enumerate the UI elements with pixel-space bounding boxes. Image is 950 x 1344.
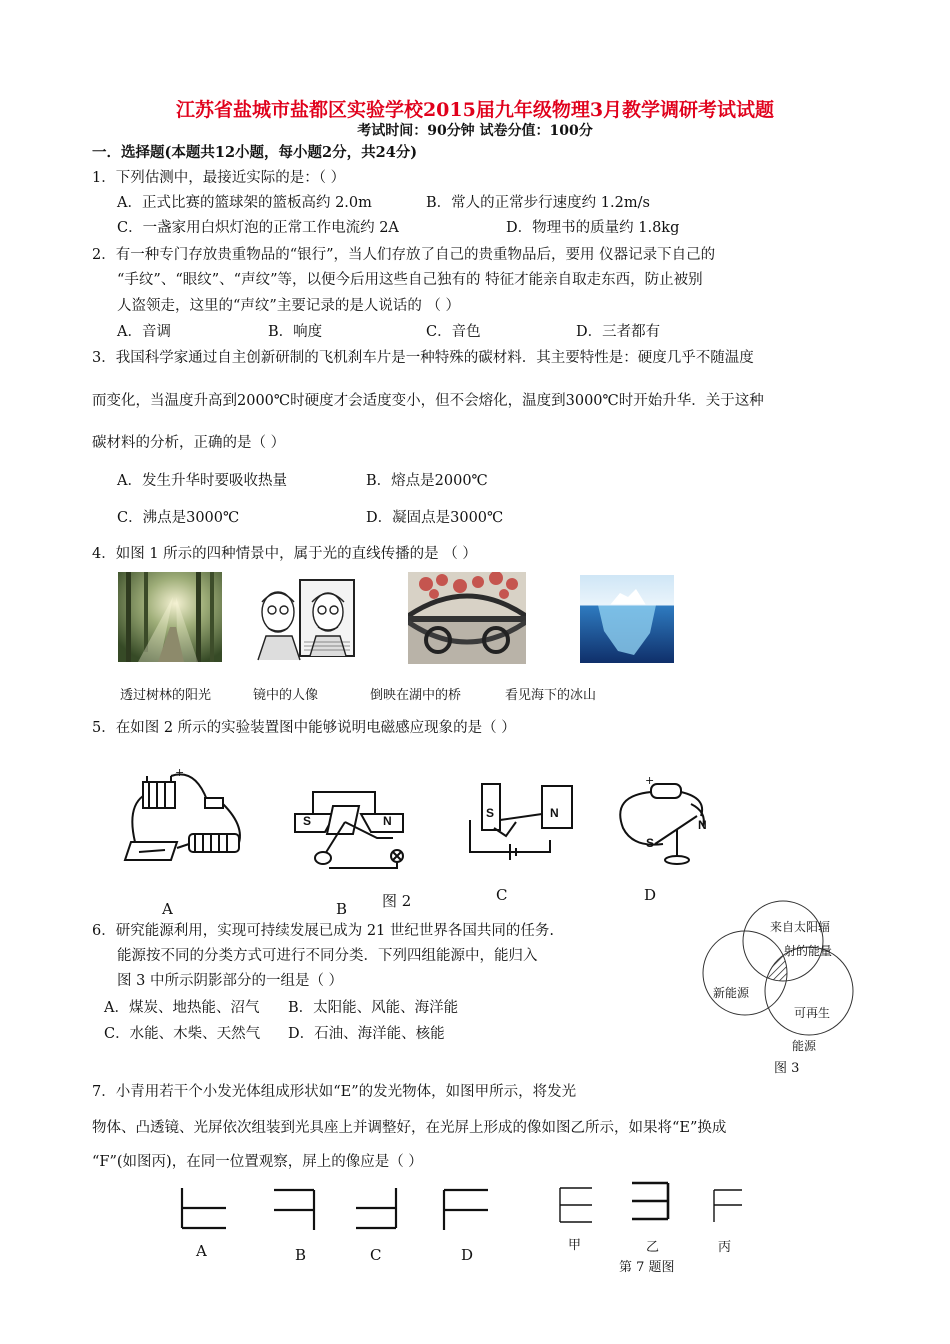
venn-label-solar-1: 来自太阳辐 bbox=[770, 920, 831, 934]
q5-stem: 5．在如图 2 所示的实验装置图中能够说明电磁感应现象的是（ ） bbox=[92, 720, 516, 736]
exam-info: 考试时间：90分钟 试卷分值：100分 bbox=[357, 123, 593, 139]
q5-d-magnet-s: S bbox=[646, 836, 655, 850]
q4-caption-2: 镜中的人像 bbox=[253, 688, 319, 703]
q2-option-d: D．三者都有 bbox=[576, 324, 661, 340]
q7-line3: “F”(如图丙)，在同一位置观察，屏上的像应是（ ） bbox=[92, 1154, 423, 1170]
q6-option-b: B．太阳能、风能、海洋能 bbox=[288, 1000, 459, 1016]
q4-caption-3: 倒映在湖中的桥 bbox=[370, 688, 462, 703]
q6-line2: 能源按不同的分类方式可进行不同分类．下列四组能源中，能归入 bbox=[117, 948, 538, 964]
q6-line1: 6．研究能源利用，实现可持续发展已成为 21 世纪世界各国共同的任务. bbox=[92, 923, 555, 939]
q7-fig-bing: 丙 bbox=[718, 1240, 732, 1255]
q2-line1: 2．有一种专门存放贵重物品的“银行”，当人们存放了自己的贵重物品后，要用 仪器记录下自己的 bbox=[92, 247, 716, 263]
venn-label-solar-2: 射的能量 bbox=[784, 944, 833, 958]
q5-label-b: B bbox=[336, 900, 348, 918]
q7-glyph-jia-e bbox=[556, 1186, 596, 1224]
apparatus-d-diagram bbox=[615, 772, 725, 872]
q7-line2: 物体、凸透镜、光屏依次组装到光具座上并调整好，在光屏上形成的像如图乙所示，如果将“E”换成 bbox=[92, 1120, 727, 1136]
q7-fig-jia: 甲 bbox=[568, 1238, 582, 1253]
section-heading: 一．选择题(本题共12小题，每小题2分，共24分) bbox=[92, 144, 418, 161]
q1-option-b: B．常人的正常步行速度约 1.2m/s bbox=[426, 195, 650, 211]
q7-line1: 7．小青用若干个小发光体组成形状如“E”的发光物体，如图甲所示，将发光 bbox=[92, 1084, 577, 1100]
q2-line3: 人盗领走，这里的“声纹”主要记录的是人说话的 （ ） bbox=[117, 298, 461, 314]
q5-label-d: D bbox=[644, 886, 657, 904]
venn-label-renewable-2: 能源 bbox=[792, 1039, 817, 1053]
q7-glyph-yi bbox=[628, 1180, 674, 1222]
q3-line1: 3．我国科学家通过自主创新研制的飞机刹车片是一种特殊的碳材料．其主要特性是：硬度几乎不随温度 bbox=[92, 350, 754, 366]
q3-option-d: D．凝固点是3000℃ bbox=[366, 510, 504, 526]
q1-option-c: C．一盏家用白炽灯泡的正常工作电流约 2A bbox=[117, 220, 399, 236]
q5-fig-caption: 图 2 bbox=[382, 892, 412, 910]
q7-glyph-a bbox=[178, 1186, 230, 1230]
q1-stem: 1．下列估测中，最接近实际的是：（ ） bbox=[92, 170, 346, 186]
q5-label-a: A bbox=[162, 900, 173, 918]
q3-option-a: A．发生升华时要吸收热量 bbox=[117, 473, 287, 489]
iceberg-image bbox=[580, 575, 674, 663]
q6-option-d: D．石油、海洋能、核能 bbox=[288, 1026, 445, 1042]
q5-b-magnet-s: S bbox=[303, 814, 312, 828]
q7-fig-yi: 乙 bbox=[646, 1240, 660, 1255]
q2-option-a: A．音调 bbox=[117, 324, 171, 340]
q3-line2: 而变化，当温度升高到2000℃时硬度才会适度变小，但不会熔化，温度到3000℃时开始升华．关于这种 bbox=[92, 393, 764, 409]
q2-option-b: B．响度 bbox=[268, 324, 323, 340]
svg-text:+: + bbox=[645, 774, 655, 787]
q1-option-d: D．物理书的质量约 1.8kg bbox=[506, 220, 680, 236]
q5-d-magnet-n: N bbox=[698, 818, 707, 832]
q7-option-b: B bbox=[295, 1246, 307, 1264]
q5-c-magnet-n: N bbox=[550, 806, 559, 820]
q4-caption-4: 看见海下的冰山 bbox=[505, 688, 597, 703]
svg-text:+: + bbox=[175, 766, 185, 779]
q6-fig-caption: 图 3 bbox=[774, 1061, 800, 1076]
q7-option-c: C bbox=[370, 1246, 382, 1264]
q3-line3: 碳材料的分析，正确的是（ ） bbox=[92, 435, 286, 451]
q2-line2: “手纹”、“眼纹”、“声纹”等，以便今后用这些自己独有的 特征才能亲自取走东西，防止被别 bbox=[117, 272, 703, 288]
mirror-person-image bbox=[248, 572, 358, 662]
apparatus-a-diagram bbox=[125, 768, 250, 883]
venn-label-new-energy: 新能源 bbox=[713, 986, 750, 1000]
q1-option-a: A．正式比赛的篮球架的篮板高约 2.0m bbox=[117, 195, 372, 211]
q7-glyph-bing-f bbox=[710, 1188, 746, 1224]
apparatus-b-diagram bbox=[295, 778, 415, 878]
q7-glyph-b bbox=[270, 1186, 320, 1232]
q5-label-c: C bbox=[496, 886, 508, 904]
q6-option-a: A．煤炭、地热能、沼气 bbox=[104, 1000, 260, 1016]
apparatus-c-diagram bbox=[470, 780, 580, 865]
venn-label-renewable-1: 可再生 bbox=[794, 1006, 831, 1020]
q3-option-b: B．熔点是2000℃ bbox=[366, 473, 488, 489]
q2-option-c: C．音色 bbox=[426, 324, 481, 340]
q7-glyph-c bbox=[352, 1186, 404, 1230]
q5-c-magnet-s: S bbox=[486, 806, 495, 820]
q4-caption-1: 透过树林的阳光 bbox=[120, 688, 212, 703]
q7-glyph-d bbox=[440, 1186, 492, 1232]
q6-option-c: C．水能、木柴、天然气 bbox=[104, 1026, 261, 1042]
q7-option-a: A bbox=[196, 1242, 207, 1260]
q3-option-c: C．沸点是3000℃ bbox=[117, 510, 240, 526]
q7-option-d: D bbox=[461, 1246, 474, 1264]
q6-line3: 图 3 中所示阴影部分的一组是（ ） bbox=[117, 973, 344, 989]
forest-sunlight-image bbox=[118, 572, 222, 662]
page-title: 江苏省盐城市盐都区实验学校2015届九年级物理3月教学调研考试试题 bbox=[175, 99, 775, 121]
bridge-reflection-image bbox=[408, 572, 526, 664]
q5-b-magnet-n: N bbox=[383, 814, 392, 828]
q4-stem: 4．如图 1 所示的四种情景中，属于光的直线传播的是 （ ） bbox=[92, 546, 477, 562]
q7-fig-caption: 第 7 题图 bbox=[619, 1260, 675, 1275]
